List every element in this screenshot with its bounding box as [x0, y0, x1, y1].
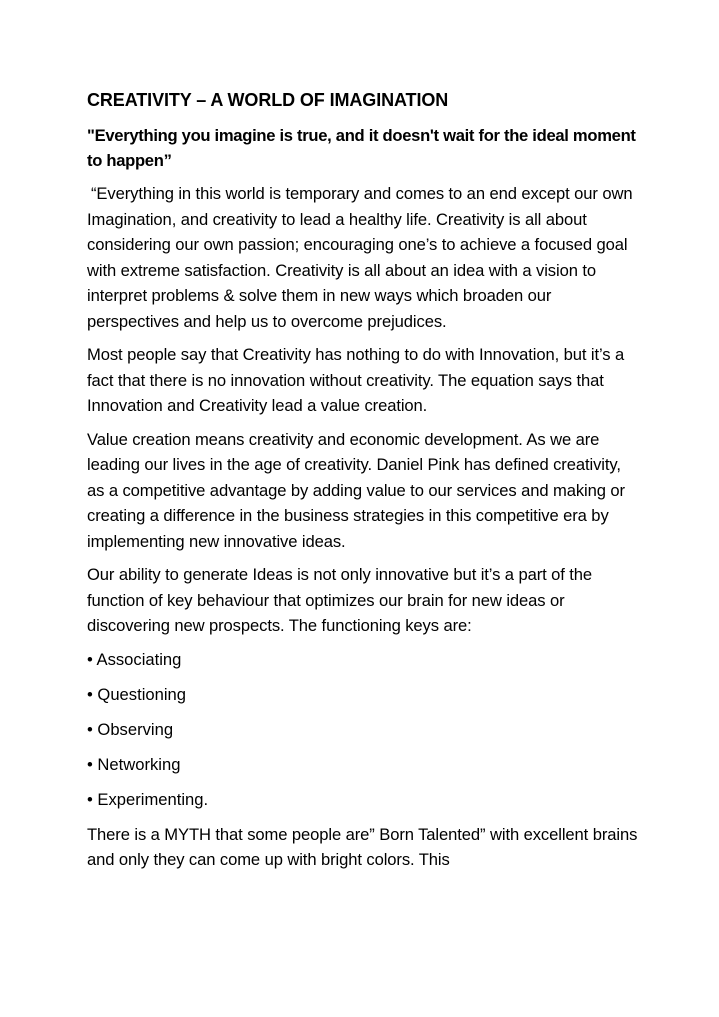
functioning-keys-list: [87, 647, 639, 813]
paragraph-ability: Our ability to generate Ideas is not only innovative but it’s a part of the function of key behaviour that optimizes our brain for new ideas or discovering new prospects. The functioning keys are:: [87, 565, 593, 635]
list-item: • Observing: [87, 719, 174, 739]
paragraph-value-creation: Value creation means creativity and economic development. As we are leading our lives in the age of creativity. Daniel Pink has defined creativity, as a competitive advantage by adding value to our services and making or creating a difference in the business strategies in this competitive era by implementing new innovative ideas.: [87, 429, 625, 551]
paragraph-intro: “Everything in this world is temporary and comes to an end except our own Imagination, and creativity to lead a healthy life. Creativity is all about considering our own passion; encouraging one’s to achieve a focused goal with extreme satisfaction. Creativity is all about an idea with a vision to interpret problems & solve them in new ways which broaden our perspectives and help us to overcome prejudices.: [87, 184, 633, 331]
list-item: • Experimenting.: [87, 789, 209, 809]
list-item: • Networking: [87, 754, 181, 774]
paragraph-myth: There is a MYTH that some people are” Born Talented” with excellent brains and only they can come up with bright colors. This: [87, 824, 638, 869]
list-item: • Questioning: [87, 684, 186, 704]
list-item: • Associating: [87, 649, 182, 669]
paragraph-innovation: Most people say that Creativity has nothing to do with Innovation, but it’s a fact that there is no innovation without creativity. The equation says that Innovation and Creativity lead a value creation.: [87, 345, 625, 415]
document-quote: "Everything you imagine is true, and it doesn't wait for the ideal moment to happen”: [87, 126, 636, 170]
document-title: CREATIVITY – A WORLD OF IMAGINATION: [87, 90, 449, 110]
